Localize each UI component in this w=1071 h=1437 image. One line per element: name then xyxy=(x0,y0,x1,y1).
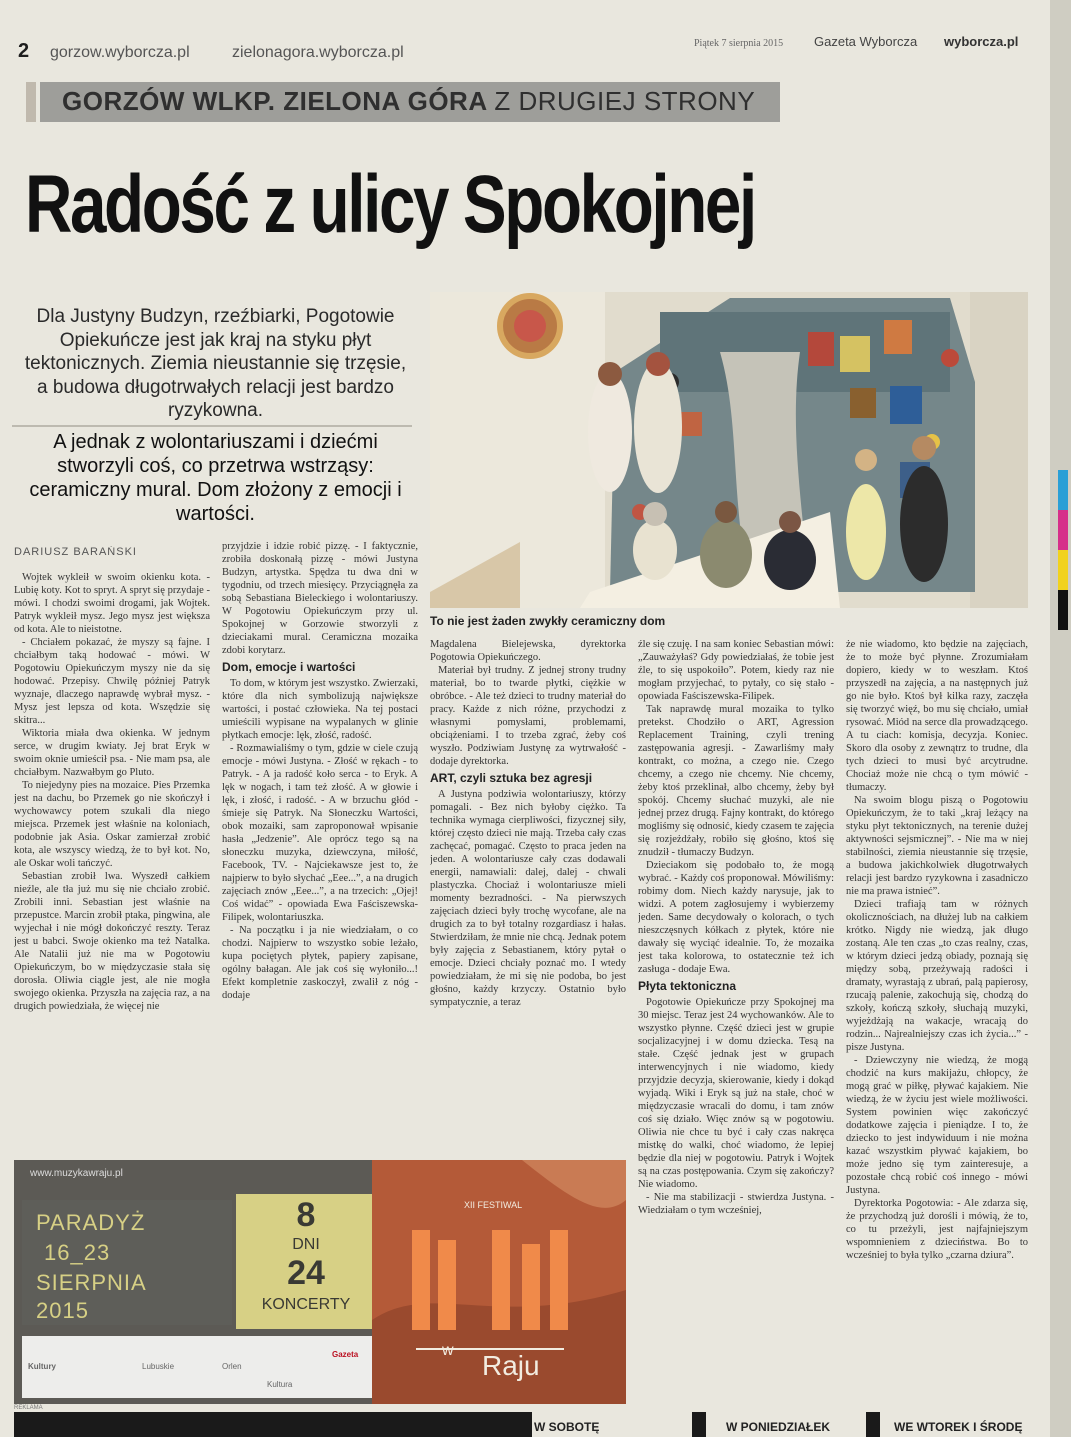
ad-days-label: DNI xyxy=(292,1236,320,1253)
ad-logo-raju: Raju xyxy=(482,1350,540,1381)
teaser-saturday[interactable]: W SOBOTĘ xyxy=(534,1420,600,1434)
col2-paragraph: - Na początku i ja nie wiedziałam, o co chodzi. Najpierw to wszystko sobie leżało, kupa pociętych płytek, papiery zapisane, ogólny bałagan. Ale jak coś się wyłoniło...! Efekt kompletnie zaskoczył, zwalił z nóg - dodaje xyxy=(222,925,418,1001)
ad-festival-artwork xyxy=(372,1160,626,1404)
col5-paragraph: że nie wiadomo, kto będzie na zajęciach, że to może być płynne. Zrozumiałam dopiero, kiedy w to weszłam. Ktoś przyszedł na zajęcia, a na następnych już go nie było. Ktoś był kilka razy, zaczęła się tworzyć więź, bo mu się chciało, umiał rysować. Miód na serce dla prowadzącego. A tu ciach: komisja, decyzja. Koniec. Skoro dla osoby z zewnątrz to trudne, dla tych dzieci to musi być arcytrudne. Chociaż może nie chcą o tym mówić - tłumaczy. xyxy=(846,639,1028,793)
mural-photo xyxy=(430,292,1028,608)
col2-paragraph: przyjdzie i idzie robić pizzę. - I faktycznie, zrobiła doskonałą pizzę - mówi Justyna Budzyn, artystka. Spędza tu dwa dni w tygodniu, od trzech miesięcy. Przyciągnęła za sobą Sebastiana Bieleckiego i wolontariuszy. W Pogotowiu Opiekuńczym przy ul. Spokojnej w Gorzowie stworzyli z dzieciakami mural. Ceramiczna mozaika zdobi korytarz. xyxy=(222,541,418,656)
section-title xyxy=(62,86,755,117)
ad-url[interactable]: www.muzykawraju.pl xyxy=(30,1168,123,1179)
col3-paragraph: Materiał był trudny. Z jednej strony trudny materiał, bo to twarde płytki, ciężkie w obróbce. - Ale też dzieci to trudny materiał do pracy. Każde z nich różne, przychodzi z własnymi pomysłami, problemami, obciążeniami. I to trzeba zgrać, żeby coś wyszło. Podziwiam Justynę za wytrwałość - dodaje dyrektorka. xyxy=(430,665,626,767)
ad-logo-w: w xyxy=(442,1342,454,1359)
article-headline: Radość z ulicy Spokojnej xyxy=(25,159,755,250)
ad-month: SIERPNIA xyxy=(36,1270,147,1295)
col1-paragraph: Wojtek wykleił w swoim okienku kota. - Lubię koty. Kot to spryt. A spryt się przydaje - mówi. I chodzi swoimi drogami, jak Wojtek. Patryk wykleił mysz. Jego mysz jest większa od kota. Ale to nieistotne. xyxy=(14,572,210,635)
print-mark-magenta xyxy=(1058,510,1068,550)
sponsor-logo: Gazeta xyxy=(332,1350,359,1359)
mural-photo-illustration xyxy=(430,292,1028,608)
ad-sponsor-logos xyxy=(22,1336,372,1398)
byline: DARIUSZ BARAŃSKI xyxy=(14,546,137,558)
teaser-tuesday-wednesday[interactable]: WE WTOREK I ŚRODĘ xyxy=(894,1420,1023,1434)
subheading-art: ART, czyli sztuka bez agresji xyxy=(430,771,593,785)
sponsor-logo: Orlen xyxy=(222,1362,242,1371)
sponsor-logo: Kultury xyxy=(28,1362,56,1371)
ad-concerts-label: KONCERTY xyxy=(261,1296,351,1313)
col5-paragraph: Dyrektorka Pogotowia: - Ale zdarza się, że przychodzą już dorośli i mówią, że to, co tu przeżyli, jest najfajniejszym wspomnieniem z dzieciństwa. Bo to wcześniej to była tylko „czarna dziura”. xyxy=(846,1198,1028,1261)
print-mark-yellow xyxy=(1058,550,1068,590)
col2-paragraph: - Rozmawialiśmy o tym, gdzie w ciele czują emocje - mówi Justyna. - Złość w rękach - to Patryk. - A ja radość koło serca - to Eryk. A lęk w nogach, i tam też złość. A w głowie i lęk, i złość, i radość. - A w brzuchu głód - śmieje się Patryk. Na Słoneczku Wartości, obok mozaiki, sam zaproponował wpisanie hasła „Jedzenie”. Ale oprócz tego są na słoneczku muzyka, dziewczyna, miłość, Facebook, TV. - Najciekawsze jest to, że najpierw to było słychać „Eee...”, a na drugich zajęciach znów „Eee...”, a na trzecich: „Ojej! Coś widać” - opowiada Ewa Faściszewska-Filipek, wolontariuszka. xyxy=(222,743,418,923)
col3-paragraph: Magdalena Bielejewska, dyrektorka Pogotowia Opiekuńczego. xyxy=(430,639,626,663)
ad-label: REKLAMA xyxy=(14,1405,43,1411)
article-lead-1: Dla Justyny Budzyn, rzeźbiarki, Pogotowie Opiekuńcze jest jak kraj na styku płyt tektonicznych. Ziemia nieustannie się trzęsie, a budowa długotrwałych relacji jest bardzo ryzykowna. xyxy=(24,306,407,421)
col1-paragraph: - Chciałem pokazać, że myszy są fajne. I chciałbym taką hodować - mówi. W Pogotowiu Opiekuńczym myszy nie da się hodować. Przepisy. Chwilę później Patryk wyznaje, dlaczego naprawdę wybrał mysz. - Mysz jest lepsza od kota. Wszędzie się skitra... xyxy=(14,637,210,726)
section-title-light: Z DRUGIEJ STRONY xyxy=(494,86,756,116)
ad-year: 2015 xyxy=(36,1298,89,1323)
subheading-plyta: Płyta tektoniczna xyxy=(638,979,737,993)
ad-dates: 16_23 xyxy=(44,1240,111,1265)
col3-paragraph: A Justyna podziwia wolontariuszy, którzy pomagali. - Bez nich byłoby ciężko. Ta technika wymaga cierpliwości, fizycznej siły, której często dzieci nie mają. Trzeba cały czas zachęcać, pomagać. Często to praca jeden na jeden. A wolontariusze cały czas dodawali energii, namawiali: dalej, dalej - chwali plastyczka. Chociaż i wolontariusze mieli momenty bezradności. - Na pierwszych zajęciach dzieci były trochę wycofane, ale na drugich za to był totalny rozgardiasz i hałas. Stwierdziłam, że mnie nie chcą. Jednak potem były zajęcia z Sebastianem, który pytał o emocje. Dzieci chciały poznać mo. I wtedy powiedziałam, że mi się nie podoba, bo jest głośno, każdy krzyczy. Ostatnio było sympatycznie, a teraz xyxy=(430,789,626,1008)
col4-paragraph: Pogotowie Opiekuńcze przy Spokojnej ma 30 miejsc. Teraz jest 24 wychowanków. Ale to wszystko płynne. Część dzieci jest w grupie socjalizacyjnej i w domu dziecka. Tesą na stałe. Część jednak jest w grupach interwencyjnych i nie wiadomo, kiedy przyjdzie decyzja, skierowanie, kiedy i dokąd wyjadą. Wiki i Eryk są już na stałe, choć w międzyczasie wracali do domu, i tam znów coś się działo. Więc znów są w pogotowiu. Oliwia nie chce tu być i cały czas nakręca mistkę do walki, choć wiadomo, że lepiej będzie dla niej w pogotowiu. Patryk i Wojtek są na czas postępowania. Czym się zakończy? Nie wiadomo. xyxy=(638,997,834,1190)
col5-paragraph: Dzieci trafiają tam w różnych okolicznościach, na dłużej lub na całkiem krótko. Nigdy nie wiedzą, jak długo zostaną. Ale ten czas „to czas realny, czas, w którym dzieci jedzą obiady, poznają się między sobą, przeżywają radości i dramaty, wyrastają z ubrań, palą papierosy, rzucają palenie, zakochują się, chodzą do szkoły, kończą szkoły, słuchają muzyki, wyjeżdżają na wakacje, wracają do rodzin... Najrealniejszy czas ich życia...” - pisze Justyna. xyxy=(846,899,1028,1053)
teaser-monday[interactable]: W PONIEDZIAŁEK xyxy=(726,1420,830,1434)
subheading-dom-emocje: Dom, emocje i wartości xyxy=(222,660,356,674)
article-column-4 xyxy=(638,638,834,1380)
site-url-zielonagora[interactable]: zielonagora.wyborcza.pl xyxy=(232,44,404,61)
article-lead-2: A jednak z wolontariuszami i dziećmi stworzyli coś, co przetrwa wstrząsy: ceramiczny mural. Dom złożony z emocji i wartości. xyxy=(29,431,402,525)
festival-advertisement[interactable] xyxy=(14,1160,626,1404)
ad-concerts-number: 24 xyxy=(287,1254,325,1292)
col4-paragraph: źle się czuję. I na sam koniec Sebastian mówi: „Zauważyłaś? Gdy powiedziałaś, że tobie jest źle, to się uspokoiło”. Potem, kiedy raz nie mogłam przyjechać, to pytały, co się stało - opowiada Faściszewska-Filipek. xyxy=(638,639,834,702)
col4-paragraph: - Nie ma stabilizacji - stwierdza Justyna. - Wiedziałam o tym wcześniej, xyxy=(638,1192,834,1216)
lead-divider xyxy=(12,425,412,427)
site-url-wyborcza[interactable]: wyborcza.pl xyxy=(944,34,1019,49)
print-mark-black xyxy=(1058,590,1068,630)
col5-paragraph: - Dziewczyny nie wiedzą, że mogą chodzić na kurs makijażu, chłopcy, że mogą grać w piłkę, pływać kajakiem. Nie wiedzą, że w życiu jest wiele możliwości. System powinien więc zakończyć dodatkowe zajęcia i pieniądze. I to, że dziecko to jest indywiduum i nie można kazać wszystkim pływać kajakiem, bo może jedno się tym zainteresuje, a pozostałe chcą robić coś innego - mówi Justyna. xyxy=(846,1055,1028,1196)
page-number: 2 xyxy=(18,40,30,62)
section-accent-bar xyxy=(26,82,36,122)
col1-paragraph: Wiktoria miała dwa okienka. W jednym serce, w drugim kwiaty. Jej brat Eryk w swoim oknie umieścił psa. - Nie mam psa, ale chciałbym. Nazwałbym go Pluto. xyxy=(14,728,210,778)
article-column-1 xyxy=(14,546,210,1134)
ad-days-number: 8 xyxy=(296,1196,316,1234)
print-mark-cyan xyxy=(1058,470,1068,510)
page-header xyxy=(14,36,1024,64)
photo-caption: To nie jest żaden zwykły ceramiczny dom xyxy=(430,614,666,628)
col4-paragraph: Tak naprawdę mural mozaika to tylko pretekst. Chodziło o ART, Agression Replacement Training, czyli trening zastępowania agresji. - Zawarliśmy mały kontrakt, co można, a czego nie. Czego chcemy, a czego nie chcemy. Nie chcemy, żeby ktoś przeklinał, albo chcemy, żeby był spokój. Chcemy słuchać muzyki, ale nie jednej przez drugą. Fajny kontrakt, do którego mogliśmy się odnosić, kiedy czasem te zajęcia się rozjeżdżały, robiło się głośno, ktoś się znudził - tłumaczy Budzyn. xyxy=(638,704,834,858)
article-column-5 xyxy=(846,638,1028,1380)
col1-paragraph: Sebastian zrobił lwa. Wyszedł całkiem nieźle, ale tła już mu się nie chciało zrobić. Zrobili inni. Sebastian jest właśnie na przepustce. Marcin zrobił ptaka, pingwina, ale wyjechał i nie mógł dokończyć reszty. Teraz jest u babci. Swoje okienko ma też Natalka. Ale Natalii już nie ma w Pogotowiu Opiekuńczym, bo w międzyczasie stała się dorosła. Oliwia ciągle jest, ale nie mogła swojego okienka. Przyszła na zajęcia raz, a na drugich powiedziała, że więcej nie xyxy=(14,871,210,1012)
article-column-3 xyxy=(430,638,626,1134)
section-banner xyxy=(40,82,780,122)
bottom-teaser-strip xyxy=(14,1412,1024,1437)
col2-paragraph: To dom, w którym jest wszystko. Zwierzaki, które dla nich symbolizują największe wartości, i postać człowieka. Na tej postaci umieścili wypisane na wypalanych w glinie płytkach emocje: lęk, złość, radość. xyxy=(222,678,418,741)
col5-paragraph: Na swoim blogu piszą o Pogotowiu Opiekuńczym, że to taki „kraj leżący na styku płyt tektonicznych, na terenie dużej aktywności sejsmicznej”. - Nie ma w niej stabilności, ziemia nieustannie się trzęsie, a budowa jakichkolwiek długotrwałych relacji jest bardzo ryzykowna i zasadniczo nie ma prawa istnieć”. xyxy=(846,795,1028,897)
newspaper-name: Gazeta Wyborcza xyxy=(814,34,918,49)
site-url-gorzow[interactable]: gorzow.wyborcza.pl xyxy=(50,44,190,61)
ad-festival-small: XII FESTIWAL xyxy=(464,1200,523,1210)
col4-paragraph: Dzieciakom się podobało to, że mogą wybrać. - Każdy coś proponował. Mówiliśmy: robimy dom. Niech każdy narysuje, jak to widzi. A potem zagłosujemy i wybierzemy jeden. Same decydowały o kolorach, o tych nieszczęsnych kółkach z płytek, które nie dawały się wyciąć idealnie. To, że mozaika jest taka kolorowa, to ostatecznie też ich zasługa - dodaje Ewa. xyxy=(638,860,834,975)
sponsor-logo: Kultura xyxy=(267,1380,293,1389)
section-title-bold: GORZÓW WLKP. ZIELONA GÓRA xyxy=(62,86,487,116)
col1-paragraph: To niejedyny pies na mozaice. Pies Przemka jest na dachu, bo Przemek go nie skończył i wychowawcy potem szukali dla niego miejsca. Przemek jest właśnie na koloniach, podobnie jak Asia. Oskar zamierzał zrobić kota, ale wszyscy wiedzą, że to był kot. No, ale Oskar woli tańczyć. xyxy=(14,780,210,869)
issue-date: Piątek 7 sierpnia 2015 xyxy=(694,38,784,49)
article-column-2 xyxy=(222,540,418,1134)
page-edge xyxy=(1050,0,1071,1437)
ad-place: PARADYŻ xyxy=(36,1210,146,1235)
sponsor-logo: Lubuskie xyxy=(142,1362,175,1371)
